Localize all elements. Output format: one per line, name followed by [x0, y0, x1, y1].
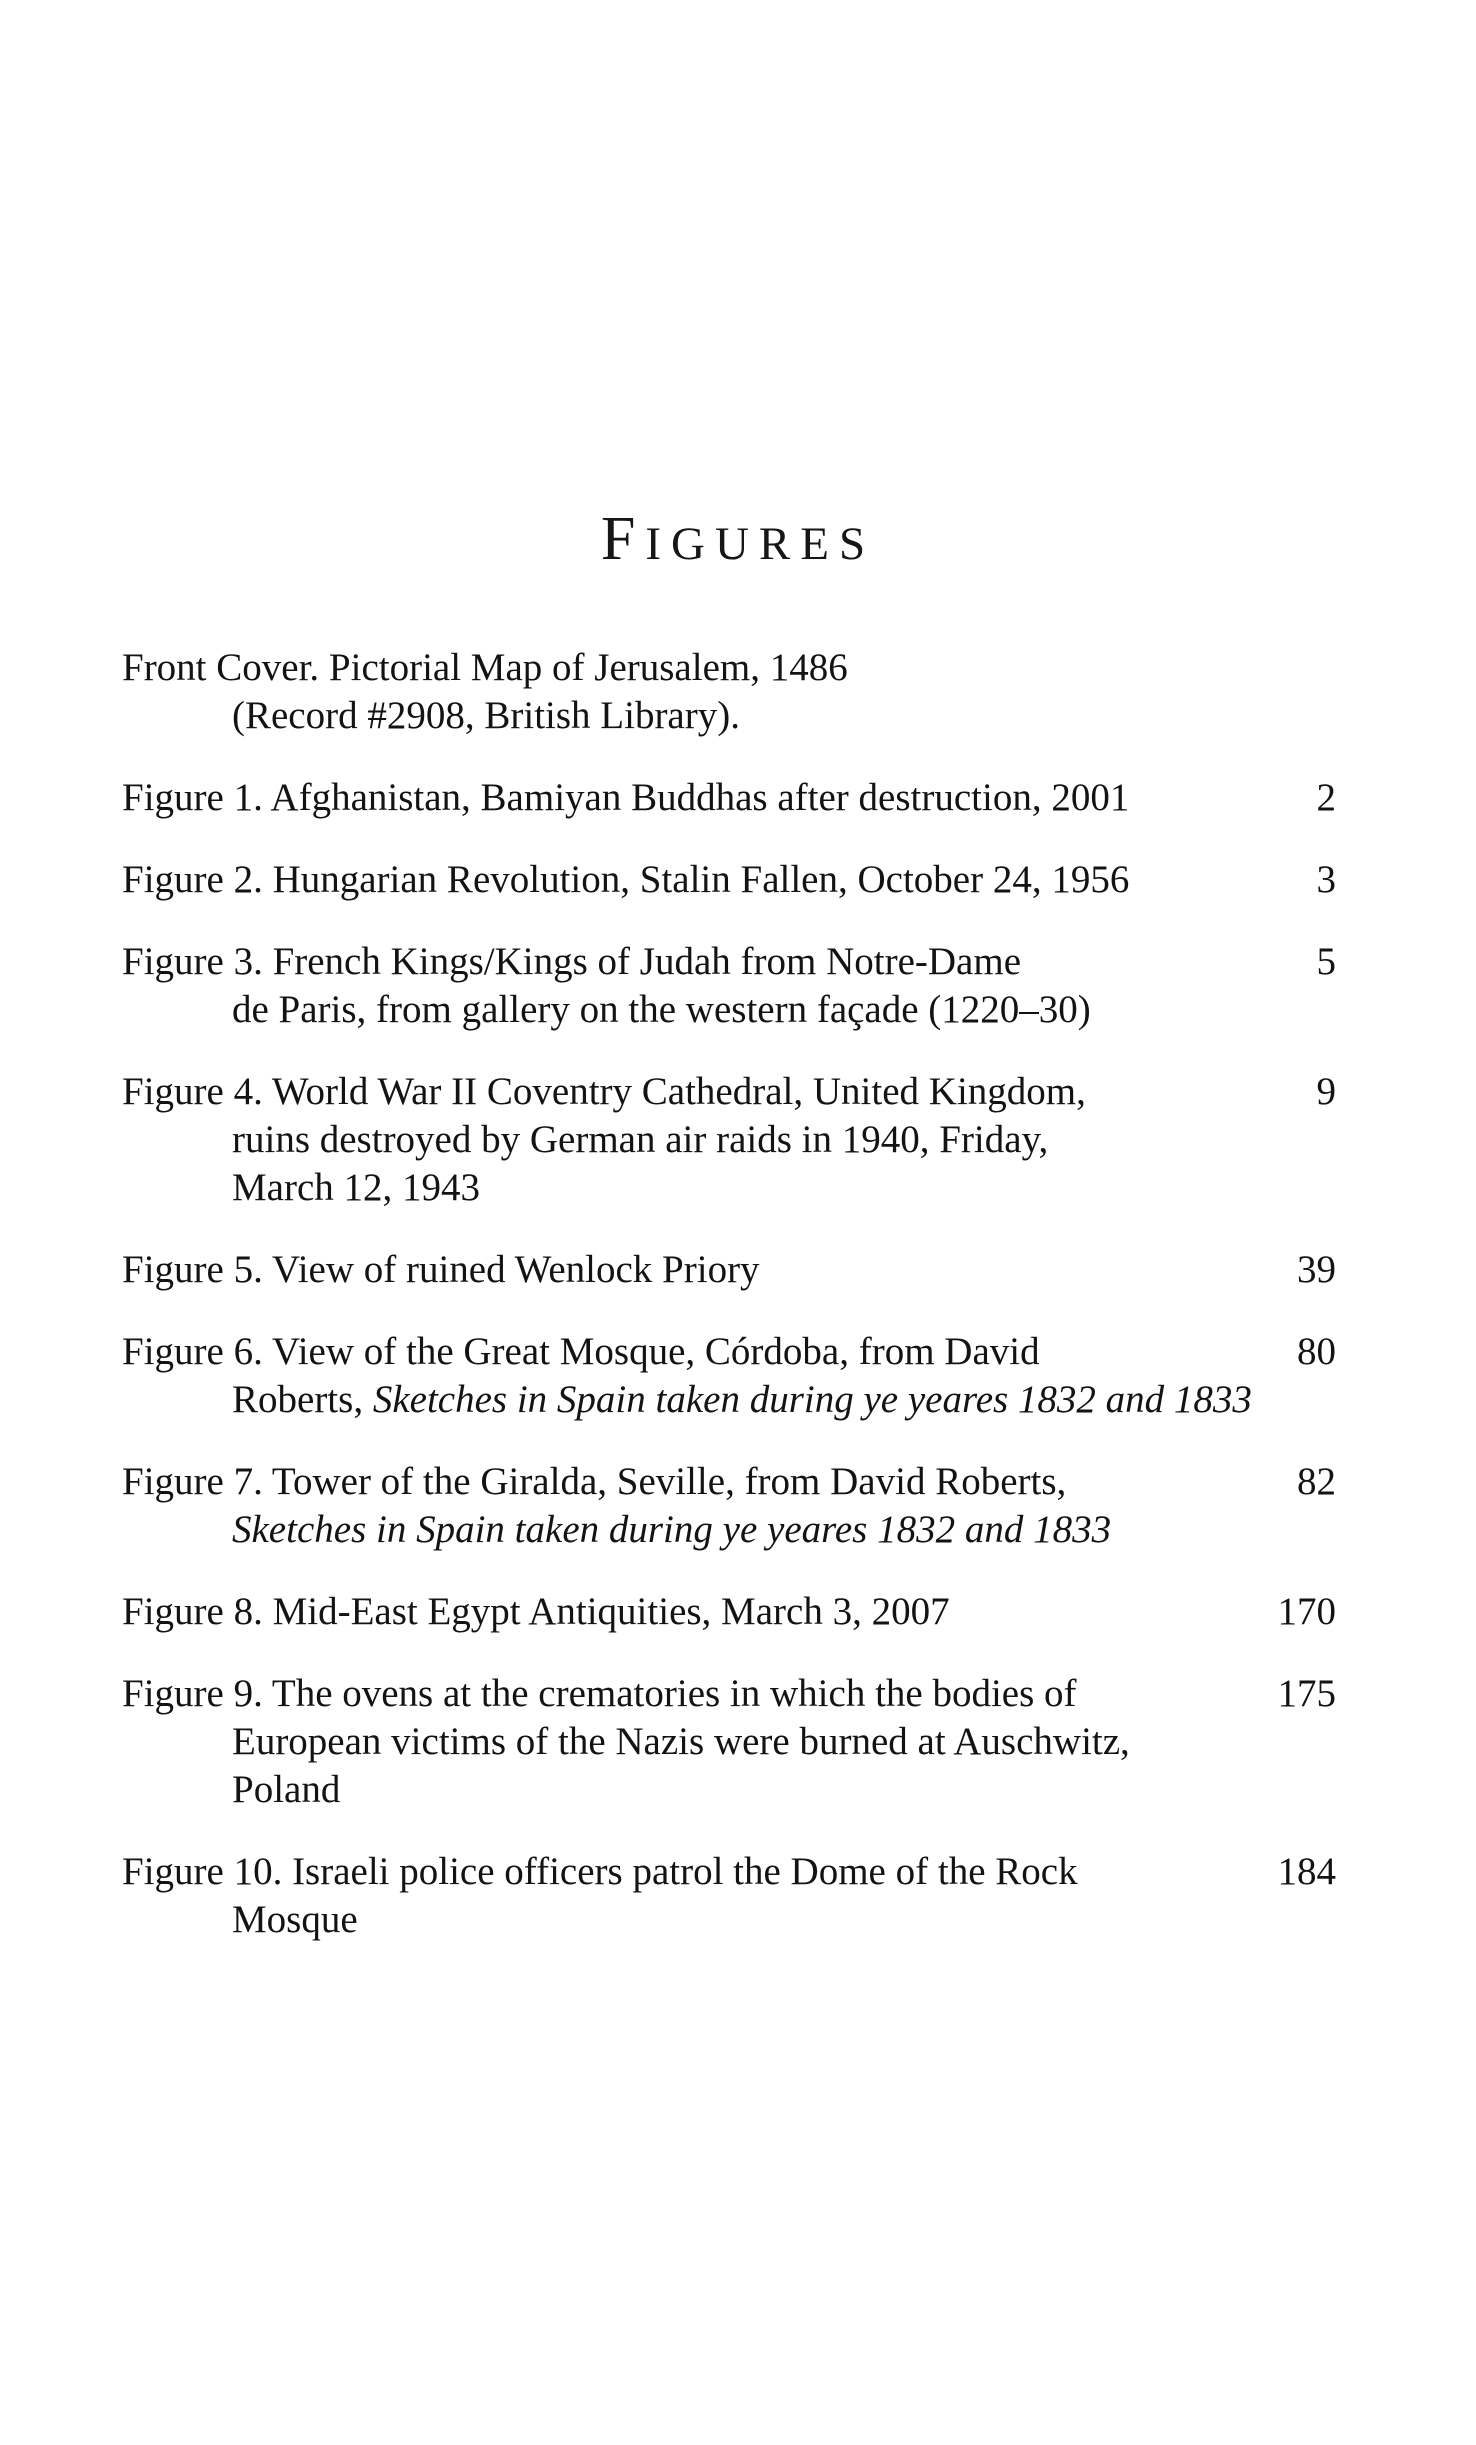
entry-text [122, 856, 1256, 904]
entry-text-segment: Roberts, [232, 1378, 373, 1421]
entry-text-segment: Figure 8. Mid-East Egypt Antiquities, March 3, 2007 [122, 1590, 950, 1633]
entry-page-number: 3 [1316, 858, 1336, 901]
entry-text-segment: ruins destroyed by German air raids in 1940, Friday, [232, 1118, 1049, 1161]
entry-line [122, 1458, 1256, 1506]
entry-text-segment: Poland [232, 1768, 341, 1811]
entry-text-segment: Figure 6. View of the Great Mosque, Córdoba, from David [122, 1330, 1040, 1373]
entry-text-segment: de Paris, from gallery on the western façade (1220–30) [232, 988, 1091, 1031]
entry-text [122, 1458, 1256, 1554]
entry-front-cover [122, 644, 1336, 740]
entry-text-segment: Figure 3. French Kings/Kings of Judah from Notre-Dame [122, 940, 1021, 983]
entry-line [122, 1246, 1256, 1294]
entry-line [122, 1896, 1256, 1944]
entry-figure-4 [122, 1068, 1336, 1212]
entry-figure-8 [122, 1588, 1336, 1636]
entry-line [122, 1848, 1256, 1896]
entry-text-segment: March 12, 1943 [232, 1166, 481, 1209]
entry-line [122, 856, 1256, 904]
entry-text-segment: Figure 10. Israeli police officers patrol the Dome of the Rock [122, 1850, 1078, 1893]
entry-line [122, 1376, 1256, 1424]
entry-text [122, 1068, 1256, 1212]
entry-line [122, 938, 1256, 986]
entry-text-segment: Mosque [232, 1898, 358, 1941]
entry-page-number: 175 [1277, 1672, 1336, 1715]
entry-text-segment: European victims of the Nazis were burned at Auschwitz, [232, 1720, 1130, 1763]
entry-text-segment: Figure 1. Afghanistan, Bamiyan Buddhas after destruction, 2001 [122, 776, 1130, 819]
entry-text-segment: Figure 7. Tower of the Giralda, Seville, from David Roberts, [122, 1460, 1067, 1503]
figures-list [0, 644, 1476, 1944]
entry-page-number: 5 [1316, 940, 1336, 983]
entry-text [122, 1588, 1256, 1636]
entry-line [122, 692, 1256, 740]
entry-page-number: 9 [1316, 1070, 1336, 1113]
entry-line [122, 1506, 1256, 1554]
entry-line [122, 1766, 1256, 1814]
entry-page-number: 82 [1297, 1460, 1336, 1503]
entry-figure-6 [122, 1328, 1336, 1424]
entry-line [122, 1068, 1256, 1116]
entry-text [122, 1328, 1256, 1424]
entry-line [122, 1670, 1256, 1718]
entry-figure-2 [122, 856, 1336, 904]
entry-text-segment: Figure 2. Hungarian Revolution, Stalin Fallen, October 24, 1956 [122, 858, 1130, 901]
entry-figure-7 [122, 1458, 1336, 1554]
entry-line [122, 1164, 1256, 1212]
entry-figure-3 [122, 938, 1336, 1034]
entry-text [122, 1848, 1256, 1944]
entry-text [122, 1670, 1256, 1814]
entry-text-segment: Figure 5. View of ruined Wenlock Priory [122, 1248, 760, 1291]
entry-line [122, 1588, 1256, 1636]
entry-page-number: 80 [1297, 1330, 1336, 1373]
entry-text [122, 774, 1256, 822]
entry-text [122, 938, 1256, 1034]
entry-text-segment: Front Cover. Pictorial Map of Jerusalem, 1486 [122, 646, 848, 689]
page-title-rest: IGURES [645, 518, 876, 570]
entry-text [122, 1246, 1256, 1294]
entry-text-segment: Sketches in Spain taken during ye yeares 1832 and 1833 [372, 1378, 1252, 1421]
entry-text-segment: Figure 4. World War II Coventry Cathedral, United Kingdom, [122, 1070, 1086, 1113]
entry-page-number: 39 [1297, 1248, 1336, 1291]
entry-line [122, 1328, 1256, 1376]
entry-text-segment: (Record #2908, British Library). [232, 694, 740, 737]
entry-text-segment: Sketches in Spain taken during ye yeares 1832 and 1833 [232, 1508, 1112, 1551]
entry-figure-9 [122, 1670, 1336, 1814]
entry-line [122, 774, 1256, 822]
entry-figure-10 [122, 1848, 1336, 1944]
entry-line [122, 644, 1256, 692]
entry-line [122, 986, 1256, 1034]
entry-page-number: 170 [1277, 1590, 1336, 1633]
page-title [0, 505, 1476, 573]
entry-line [122, 1718, 1256, 1766]
entry-line [122, 1116, 1256, 1164]
entry-text [122, 644, 1256, 740]
entry-page-number: 184 [1277, 1850, 1336, 1893]
entry-figure-5 [122, 1246, 1336, 1294]
page-title-initial: F [600, 505, 646, 573]
entry-figure-1 [122, 774, 1336, 822]
entry-page-number: 2 [1316, 776, 1336, 819]
entry-text-segment: Figure 9. The ovens at the crematories in which the bodies of [122, 1672, 1077, 1715]
